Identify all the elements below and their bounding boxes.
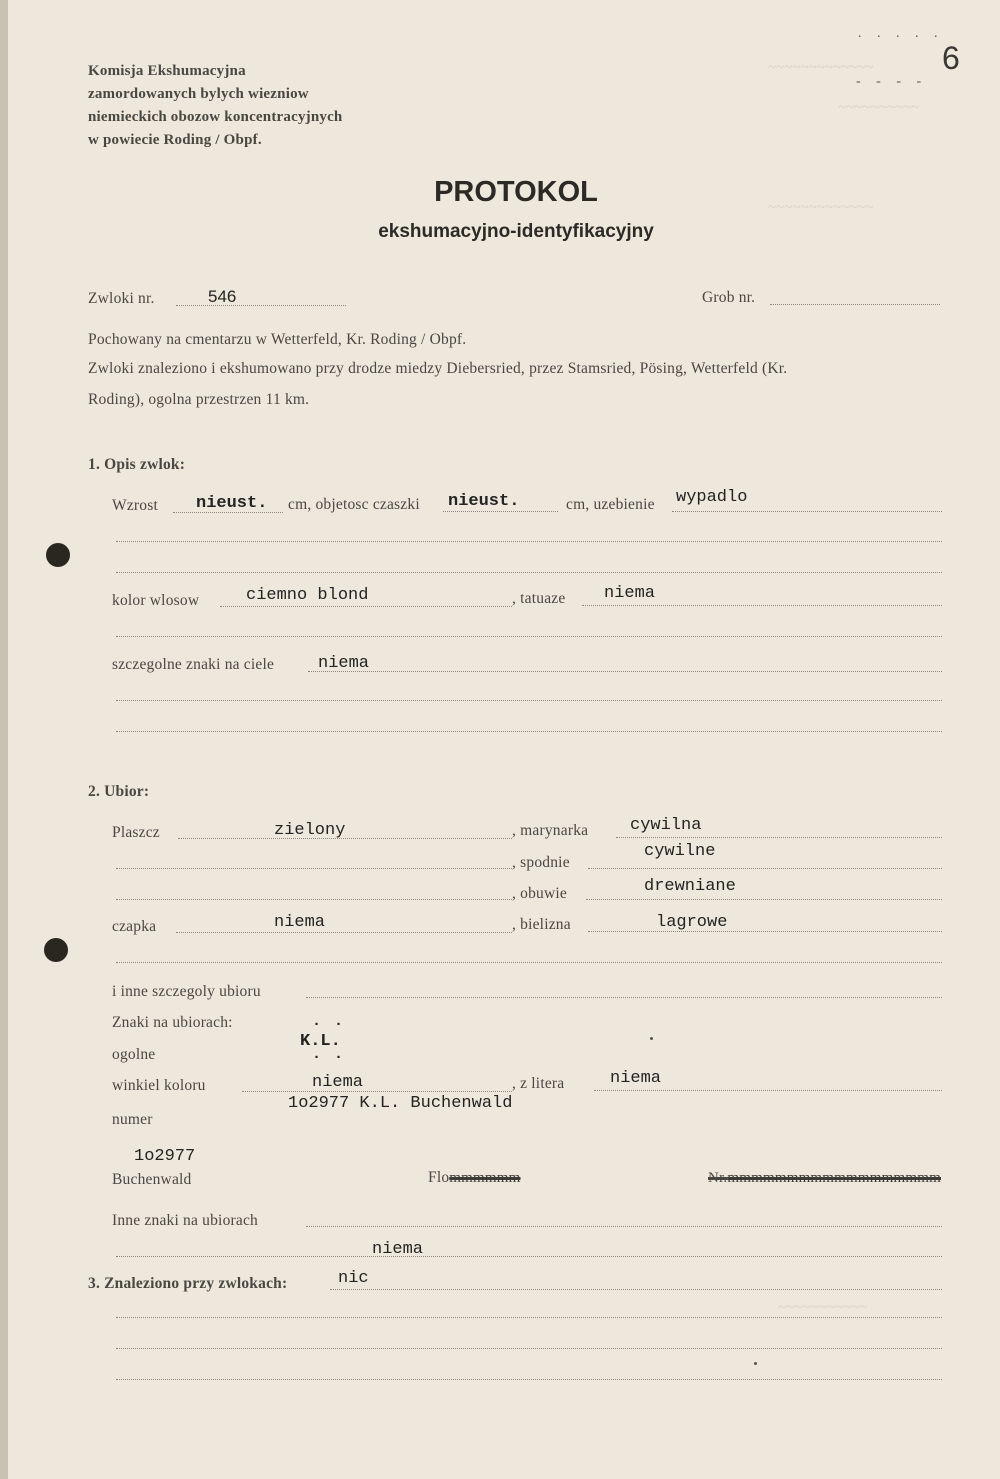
tattoo-label: , tatuaze: [512, 590, 566, 607]
nr-struck-field: [708, 1169, 941, 1187]
shoes-line: [586, 899, 942, 900]
ink-speck: [650, 1037, 653, 1040]
tattoo-value: niema: [604, 584, 656, 603]
bleed-through: ~~~~~~~~~~~~~: [768, 200, 874, 216]
winkel-line: [242, 1091, 512, 1092]
top-dashes: - - - -: [856, 74, 928, 89]
burial-text: Pochowany na cmentarzu w Wetterfeld, Kr. Roding / Obpf.: [88, 331, 467, 348]
tattoo-line: [582, 605, 942, 606]
kl-dots-bottom: . .: [312, 1046, 346, 1063]
remains-line: [176, 305, 346, 306]
other-details-label: i inne szczegoly ubioru: [112, 983, 261, 1000]
trousers-line: [588, 868, 942, 869]
teeth-line: [672, 511, 942, 512]
letter-line: [594, 1090, 942, 1091]
header-line: Komisja Ekshumacyjna: [88, 63, 246, 79]
found-items-value: nic: [338, 1269, 369, 1288]
header-line: zamordowanych bylych wiezniow: [88, 86, 309, 102]
coat-label: Plaszcz: [112, 824, 160, 841]
binder-hole: [46, 543, 70, 567]
body-marks-label: szczegolne znaki na ciele: [112, 656, 275, 673]
letter-label: , z litera: [512, 1075, 565, 1092]
winkel-label: winkiel koloru: [112, 1077, 206, 1094]
flossenburg-field: [428, 1169, 521, 1187]
buchenwald-number: 1o2977: [134, 1147, 196, 1166]
flossenburg-struck: mmmmmm: [449, 1170, 521, 1186]
cm-label-skull: cm, objetosc czaszki: [288, 496, 420, 513]
body-marks-value: niema: [318, 654, 370, 673]
underwear-line: [588, 931, 942, 932]
cap-value: niema: [274, 913, 326, 932]
cap-label: czapka: [112, 918, 157, 935]
other-signs-label: Inne znaki na ubiorach: [112, 1212, 258, 1229]
other-signs-value: niema: [372, 1240, 424, 1259]
top-dots: . . . . .: [858, 26, 944, 41]
page-edge: [0, 0, 8, 1479]
bleed-through: ~~~~~~~~~~: [838, 100, 920, 116]
ink-speck: [754, 1362, 757, 1365]
height-value: nieust.: [196, 494, 268, 513]
blank-line: [116, 1379, 942, 1380]
section3-heading: 3. Znaleziono przy zwlokach:: [88, 1275, 288, 1292]
teeth-value: wypadlo: [676, 488, 748, 507]
cm-label-teeth: cm, uzebienie: [566, 496, 655, 513]
blank-line: [116, 899, 512, 900]
bleed-through: ~~~~~~~~~~~: [778, 1300, 868, 1316]
blank-line: [116, 868, 512, 869]
trousers-label: , spodnie: [512, 854, 570, 871]
buchenwald-label: Buchenwald: [112, 1171, 192, 1188]
other-signs-line: [306, 1226, 942, 1227]
header-line: w powiecie Roding / Obpf.: [88, 132, 262, 148]
jacket-value: cywilna: [630, 816, 702, 835]
blank-line: [116, 1256, 942, 1257]
underwear-value: lagrowe: [656, 913, 728, 932]
general-label: ogolne: [112, 1046, 156, 1063]
prisoner-number-value: 1o2977 K.L. Buchenwald: [288, 1094, 513, 1113]
body-marks-line: [308, 671, 942, 672]
found-items-line: [330, 1289, 942, 1290]
found-text-2: Roding), ogolna przestrzen 11 km.: [88, 391, 310, 408]
blank-line: [116, 962, 942, 963]
page-number: 6: [942, 40, 960, 76]
grave-label: Grob nr.: [702, 289, 756, 306]
blank-line: [116, 636, 942, 637]
grave-line: [770, 304, 940, 305]
nr-struck-prefix: Nr.: [708, 1170, 728, 1186]
other-details-line: [306, 997, 942, 998]
remains-value: 546: [208, 287, 237, 306]
trousers-value: cywilne: [644, 842, 716, 861]
page-subtitle: ekshumacyjno-identyfikacyjny: [378, 221, 654, 242]
commission-header: [88, 60, 342, 152]
blank-line: [116, 541, 942, 542]
section1-heading: 1. Opis zwlok:: [88, 456, 186, 473]
found-text-1: Zwloki znaleziono i ekshumowano przy drodze miedzy Diebersried, przez Stamsried, Pösing, Wetterfeld (Kr.: [88, 360, 788, 377]
blank-line: [116, 1348, 942, 1349]
bleed-through: ~~~~~~~~~~~~~: [768, 60, 874, 76]
kl-dots-top: . .: [312, 1013, 346, 1030]
letter-value: niema: [610, 1069, 662, 1088]
binder-hole: [44, 938, 68, 962]
hair-value: ciemno blond: [246, 586, 369, 605]
flossenburg-prefix: Flo: [428, 1169, 450, 1186]
jacket-line: [616, 837, 942, 838]
coat-value: zielony: [274, 821, 346, 840]
blank-line: [116, 1317, 942, 1318]
winkel-value: niema: [312, 1073, 364, 1092]
jacket-label: , marynarka: [512, 822, 589, 839]
skull-line: [443, 511, 558, 512]
height-label: Wzrost: [112, 497, 158, 514]
page-title: PROTOKOL: [434, 176, 598, 208]
general-value: K.L.: [300, 1032, 341, 1051]
underwear-label: , bielizna: [512, 916, 571, 933]
number-label: numer: [112, 1111, 153, 1128]
cap-line: [176, 932, 512, 933]
blank-line: [116, 700, 942, 701]
document-sheet: [8, 0, 1000, 1479]
blank-line: [116, 572, 942, 573]
hair-label: kolor wlosow: [112, 592, 200, 609]
hair-line: [220, 606, 512, 607]
remains-label: Zwloki nr.: [88, 290, 155, 307]
nr-struck-text: mmmmmmmmmmmmmmmmmm: [727, 1170, 941, 1186]
header-line: niemieckich obozow koncentracyjnych: [88, 109, 343, 125]
blank-line: [116, 731, 942, 732]
shoes-label: , obuwie: [512, 885, 567, 902]
shoes-value: drewniane: [644, 877, 736, 896]
skull-value: nieust.: [448, 492, 520, 511]
section2-heading: 2. Ubior:: [88, 783, 150, 800]
clothing-signs-label: Znaki na ubiorach:: [112, 1014, 233, 1031]
